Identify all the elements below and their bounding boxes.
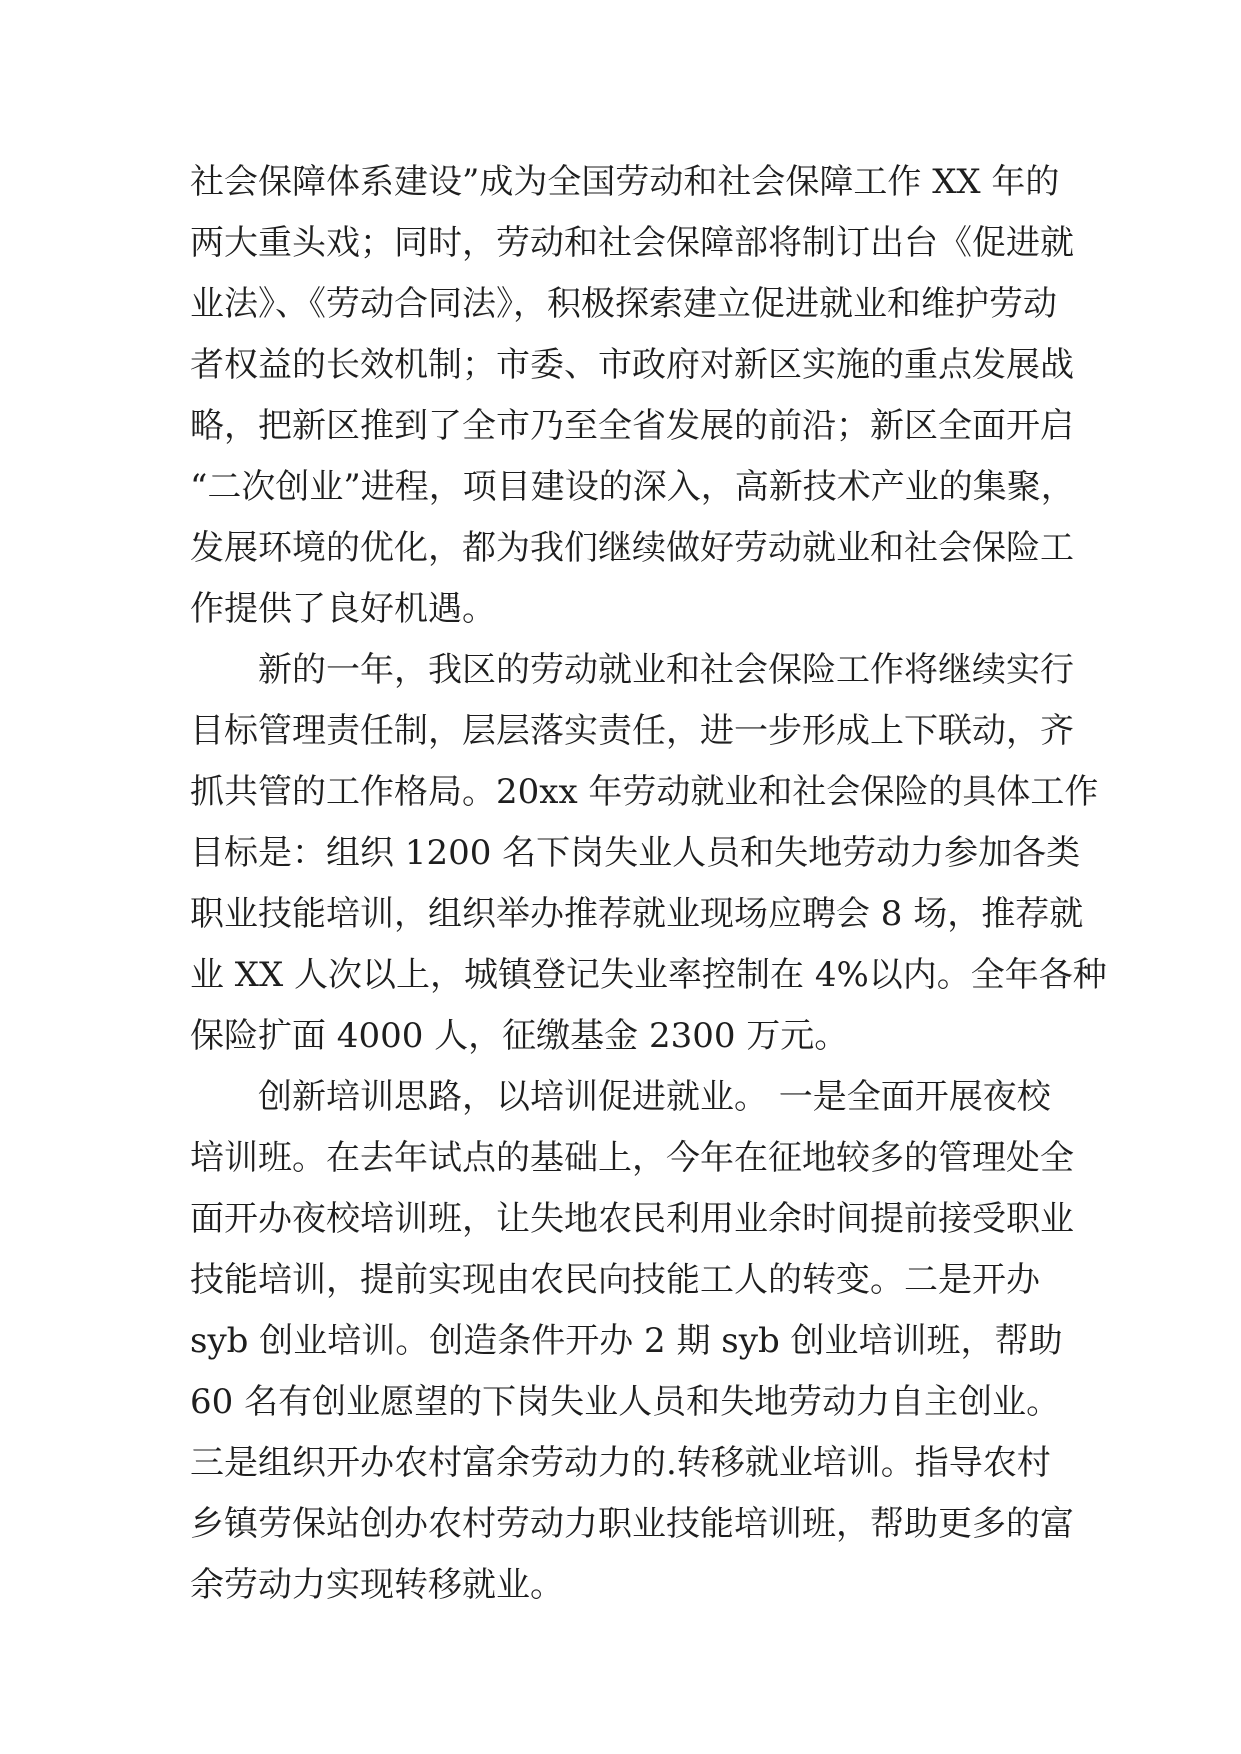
paragraph-2 — [190, 640, 1107, 1067]
text-line: 乡镇劳保站创办农村劳动力职业技能培训班，帮助更多的富 — [190, 1504, 1074, 1544]
text-line: 新的一年，我区的劳动就业和社会保险工作将继续实行 — [190, 650, 1074, 690]
text-line: 两大重头戏；同时，劳动和社会保障部将制订出台《促进就 — [190, 223, 1074, 263]
text-line: 者权益的长效机制；市委、市政府对新区实施的重点发展战 — [190, 345, 1074, 385]
text-line: 创新培训思路，以培训促进就业。 一是全面开展夜校 — [190, 1077, 1051, 1117]
text-line: 余劳动力实现转移就业。 — [190, 1565, 564, 1605]
text-line: “二次创业”进程，项目建设的深入，高新技术产业的集聚， — [190, 467, 1075, 507]
text-line: 职业技能培训，组织举办推荐就业现场应聘会 8 场，推荐就 — [190, 894, 1084, 934]
paragraph-3 — [190, 1067, 1074, 1616]
text-line: 作提供了良好机遇。 — [190, 589, 496, 629]
text-line: 业 XX 人次以上，城镇登记失业率控制在 4%以内。全年各种 — [190, 955, 1107, 995]
text-line: 业法》、《劳动合同法》，积极探索建立促进就业和维护劳动 — [190, 284, 1057, 324]
document-body — [190, 152, 1107, 1616]
text-line: 略，把新区推到了全市乃至全省发展的前沿；新区全面开启 — [190, 406, 1074, 446]
text-line: 保险扩面 4000 人，征缴基金 2300 万元。 — [190, 1016, 849, 1056]
text-line: 发展环境的优化，都为我们继续做好劳动就业和社会保险工 — [190, 528, 1074, 568]
paragraph-1 — [190, 152, 1075, 640]
text-line: 社会保障体系建设”成为全国劳动和社会保障工作 XX 年的 — [190, 162, 1060, 202]
text-line: 60 名有创业愿望的下岗失业人员和失地劳动力自主创业。 — [190, 1382, 1061, 1422]
text-line: syb 创业培训。创造条件开办 2 期 syb 创业培训班，帮助 — [190, 1321, 1063, 1361]
text-line: 目标是：组织 1200 名下岗失业人员和失地劳动力参加各类 — [190, 833, 1081, 873]
text-line: 技能培训，提前实现由农民向技能工人的转变。二是开办 — [190, 1260, 1040, 1300]
text-line: 面开办夜校培训班，让失地农民利用业余时间提前接受职业 — [190, 1199, 1074, 1239]
text-line: 三是组织开办农村富余劳动力的.转移就业培训。指导农村 — [190, 1443, 1051, 1483]
text-line: 抓共管的工作格局。20xx 年劳动就业和社会保险的具体工作 — [190, 772, 1099, 812]
text-line: 培训班。在去年试点的基础上，今年在征地较多的管理处全 — [190, 1138, 1074, 1178]
text-line: 目标管理责任制，层层落实责任，进一步形成上下联动，齐 — [190, 711, 1074, 751]
